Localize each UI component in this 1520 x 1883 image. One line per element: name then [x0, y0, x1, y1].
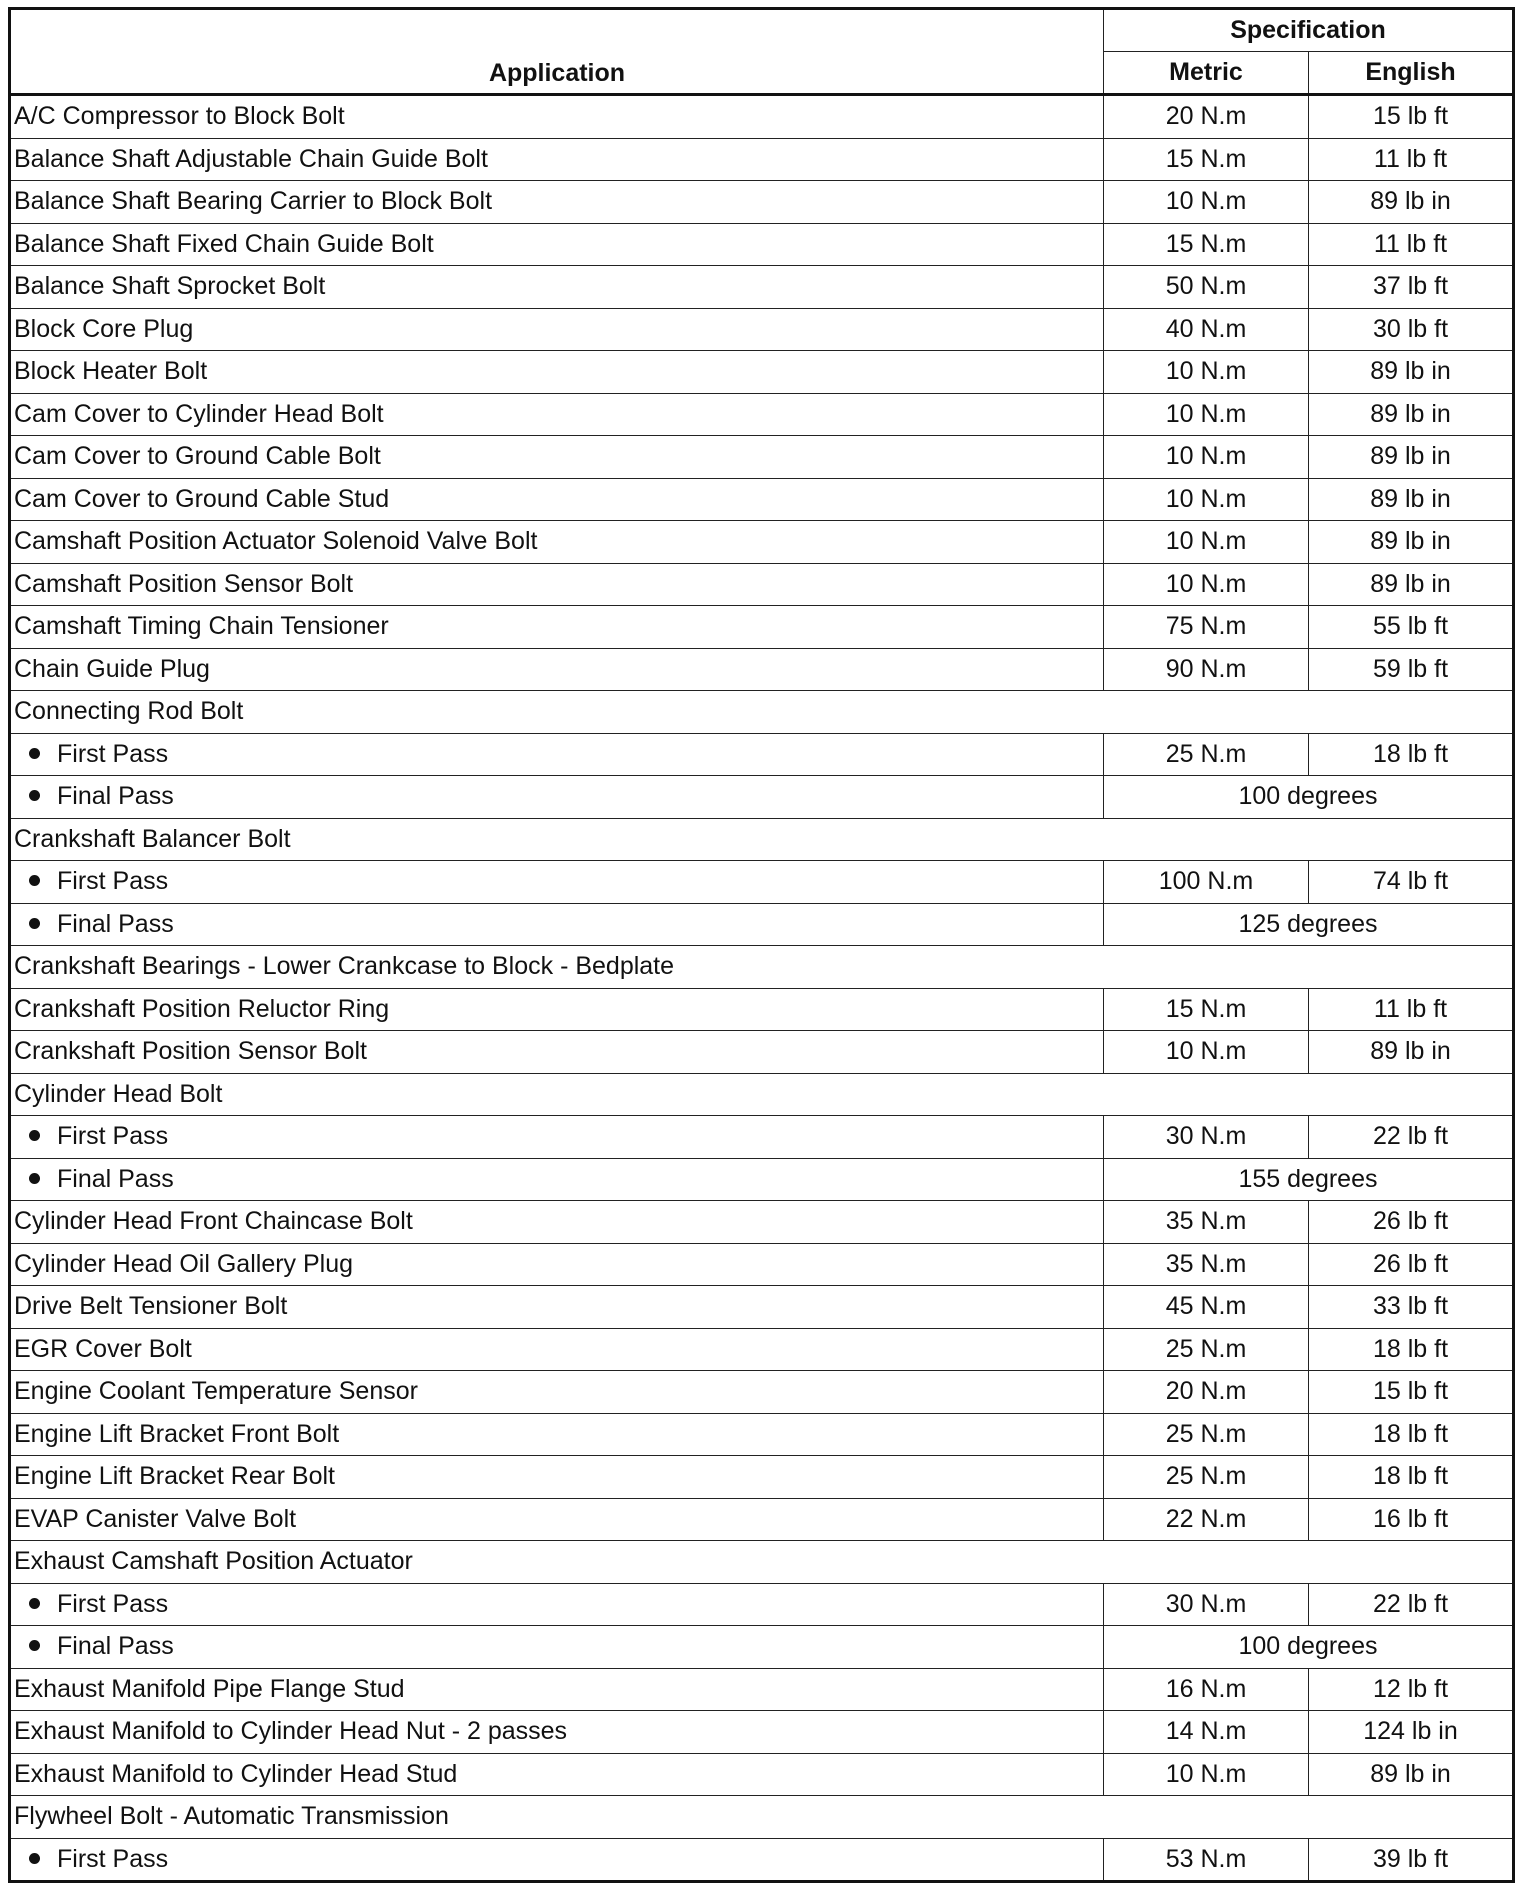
table-row — [10, 1668, 1514, 1711]
application-label: First Pass — [57, 739, 169, 768]
table-row — [10, 1371, 1514, 1414]
bullet-icon — [29, 1130, 40, 1141]
english-value-cell: 16 lb ft — [1309, 1498, 1514, 1541]
application-label: Engine Lift Bracket Rear Bolt — [14, 1462, 335, 1491]
application-label: Cylinder Head Bolt — [14, 1079, 223, 1108]
table-row — [10, 1541, 1514, 1584]
application-label: First Pass — [57, 1844, 169, 1873]
application-cell — [10, 478, 1104, 521]
table-row — [10, 436, 1514, 479]
application-label: Camshaft Position Actuator Solenoid Valve Bolt — [14, 527, 538, 556]
metric-value-cell: 90 N.m — [1104, 648, 1309, 691]
english-column-header: English — [1309, 52, 1514, 95]
table-row — [10, 95, 1514, 139]
application-cell — [10, 1498, 1104, 1541]
application-label: EVAP Canister Valve Bolt — [14, 1504, 297, 1533]
application-cell — [10, 1243, 1104, 1286]
metric-value-cell: 10 N.m — [1104, 478, 1309, 521]
application-label: Crankshaft Position Sensor Bolt — [14, 1037, 367, 1066]
table-row — [10, 946, 1514, 989]
application-cell — [10, 1583, 1104, 1626]
application-cell — [10, 691, 1514, 734]
bullet-icon — [29, 1173, 40, 1184]
application-cell — [10, 1158, 1104, 1201]
english-value-cell: 89 lb in — [1309, 1753, 1514, 1796]
application-cell — [10, 733, 1104, 776]
application-cell — [10, 393, 1104, 436]
application-label: Chain Guide Plug — [14, 654, 210, 683]
english-value-cell: 39 lb ft — [1309, 1838, 1514, 1882]
table-row — [10, 308, 1514, 351]
fastener-spec-table — [8, 7, 1515, 1883]
bullet-icon — [29, 1853, 40, 1864]
english-value-cell: 26 lb ft — [1309, 1243, 1514, 1286]
metric-value-cell: 10 N.m — [1104, 181, 1309, 224]
table-row — [10, 606, 1514, 649]
metric-value-cell: 10 N.m — [1104, 436, 1309, 479]
metric-value-cell: 10 N.m — [1104, 1031, 1309, 1074]
application-cell — [10, 1201, 1104, 1244]
application-cell — [10, 776, 1104, 819]
metric-value-cell: 15 N.m — [1104, 223, 1309, 266]
table-row — [10, 691, 1514, 734]
application-cell — [10, 266, 1104, 309]
table-row — [10, 648, 1514, 691]
application-cell — [10, 946, 1514, 989]
application-cell — [10, 988, 1104, 1031]
bullet-icon — [29, 790, 40, 801]
metric-value-cell: 10 N.m — [1104, 393, 1309, 436]
metric-value-cell: 22 N.m — [1104, 1498, 1309, 1541]
application-cell — [10, 648, 1104, 691]
spec-value-cell: 155 degrees — [1104, 1158, 1514, 1201]
application-label: Cam Cover to Cylinder Head Bolt — [14, 399, 384, 428]
table-row — [10, 988, 1514, 1031]
application-label: Exhaust Manifold Pipe Flange Stud — [14, 1674, 405, 1703]
english-value-cell: 22 lb ft — [1309, 1583, 1514, 1626]
application-label: Cylinder Head Front Chaincase Bolt — [14, 1207, 413, 1236]
table-body — [10, 95, 1514, 1882]
application-label: Crankshaft Bearings - Lower Crankcase to Block - Bedplate — [14, 952, 675, 981]
metric-value-cell: 15 N.m — [1104, 988, 1309, 1031]
table-row — [10, 1413, 1514, 1456]
application-cell — [10, 521, 1104, 564]
application-label: Block Core Plug — [14, 314, 194, 343]
application-label: A/C Compressor to Block Bolt — [14, 102, 345, 131]
application-label: Engine Lift Bracket Front Bolt — [14, 1419, 340, 1448]
metric-value-cell: 20 N.m — [1104, 1371, 1309, 1414]
metric-value-cell: 25 N.m — [1104, 1413, 1309, 1456]
english-value-cell: 11 lb ft — [1309, 988, 1514, 1031]
metric-value-cell: 75 N.m — [1104, 606, 1309, 649]
spec-value-cell: 100 degrees — [1104, 776, 1514, 819]
application-label: Cam Cover to Ground Cable Bolt — [14, 442, 381, 471]
table-row — [10, 1626, 1514, 1669]
application-label: Crankshaft Position Reluctor Ring — [14, 994, 390, 1023]
application-label: Cylinder Head Oil Gallery Plug — [14, 1249, 354, 1278]
bullet-icon — [29, 918, 40, 929]
application-label: Crankshaft Balancer Bolt — [14, 824, 291, 853]
application-label: Balance Shaft Fixed Chain Guide Bolt — [14, 229, 434, 258]
table-row — [10, 1158, 1514, 1201]
application-cell — [10, 1286, 1104, 1329]
application-label: Block Heater Bolt — [14, 357, 208, 386]
metric-value-cell: 50 N.m — [1104, 266, 1309, 309]
application-cell — [10, 1073, 1514, 1116]
application-label: Exhaust Camshaft Position Actuator — [14, 1547, 413, 1576]
english-value-cell: 89 lb in — [1309, 563, 1514, 606]
application-column-header: Application — [10, 9, 1104, 95]
metric-value-cell: 30 N.m — [1104, 1116, 1309, 1159]
table-row — [10, 1116, 1514, 1159]
metric-value-cell: 25 N.m — [1104, 733, 1309, 776]
application-cell — [10, 308, 1104, 351]
english-value-cell: 33 lb ft — [1309, 1286, 1514, 1329]
table-row — [10, 1711, 1514, 1754]
table-row — [10, 1796, 1514, 1839]
table-row — [10, 223, 1514, 266]
table-row — [10, 1753, 1514, 1796]
english-value-cell: 18 lb ft — [1309, 1413, 1514, 1456]
metric-value-cell: 25 N.m — [1104, 1456, 1309, 1499]
table-row — [10, 1498, 1514, 1541]
table-row — [10, 1456, 1514, 1499]
application-cell — [10, 1668, 1104, 1711]
metric-value-cell: 35 N.m — [1104, 1201, 1309, 1244]
application-cell — [10, 1456, 1104, 1499]
application-label: Final Pass — [57, 782, 174, 811]
metric-value-cell: 10 N.m — [1104, 1753, 1309, 1796]
application-label: Camshaft Timing Chain Tensioner — [14, 612, 389, 641]
metric-value-cell: 40 N.m — [1104, 308, 1309, 351]
application-cell — [10, 606, 1104, 649]
metric-value-cell: 25 N.m — [1104, 1328, 1309, 1371]
english-value-cell: 18 lb ft — [1309, 1328, 1514, 1371]
application-cell — [10, 1711, 1104, 1754]
application-label: First Pass — [57, 1589, 169, 1618]
english-value-cell: 89 lb in — [1309, 478, 1514, 521]
spec-value-cell: 125 degrees — [1104, 903, 1514, 946]
bullet-icon — [29, 748, 40, 759]
english-value-cell: 15 lb ft — [1309, 95, 1514, 139]
application-cell — [10, 351, 1104, 394]
application-cell — [10, 436, 1104, 479]
table-header — [10, 9, 1514, 95]
application-cell — [10, 1541, 1514, 1584]
english-value-cell: 59 lb ft — [1309, 648, 1514, 691]
metric-value-cell: 45 N.m — [1104, 1286, 1309, 1329]
english-value-cell: 12 lb ft — [1309, 1668, 1514, 1711]
table-row — [10, 1201, 1514, 1244]
table-row — [10, 1838, 1514, 1882]
table-row — [10, 818, 1514, 861]
application-label: Drive Belt Tensioner Bolt — [14, 1292, 288, 1321]
english-value-cell: 15 lb ft — [1309, 1371, 1514, 1414]
application-cell — [10, 1626, 1104, 1669]
application-label: Balance Shaft Adjustable Chain Guide Bolt — [14, 144, 488, 173]
application-cell — [10, 818, 1514, 861]
application-cell — [10, 95, 1104, 139]
bullet-icon — [29, 1598, 40, 1609]
application-cell — [10, 1328, 1104, 1371]
metric-value-cell: 20 N.m — [1104, 95, 1309, 139]
english-value-cell: 89 lb in — [1309, 521, 1514, 564]
metric-value-cell: 10 N.m — [1104, 521, 1309, 564]
application-cell — [10, 223, 1104, 266]
table-row — [10, 1073, 1514, 1116]
application-label: Camshaft Position Sensor Bolt — [14, 569, 354, 598]
application-cell — [10, 1371, 1104, 1414]
table-row — [10, 733, 1514, 776]
english-value-cell: 89 lb in — [1309, 1031, 1514, 1074]
english-value-cell: 30 lb ft — [1309, 308, 1514, 351]
metric-value-cell: 14 N.m — [1104, 1711, 1309, 1754]
bullet-icon — [29, 1640, 40, 1651]
english-value-cell: 18 lb ft — [1309, 1456, 1514, 1499]
english-value-cell: 26 lb ft — [1309, 1201, 1514, 1244]
application-label: Final Pass — [57, 1632, 174, 1661]
application-cell — [10, 1796, 1514, 1839]
table-row — [10, 1031, 1514, 1074]
table-row — [10, 776, 1514, 819]
metric-value-cell: 16 N.m — [1104, 1668, 1309, 1711]
english-value-cell: 55 lb ft — [1309, 606, 1514, 649]
application-label: Engine Coolant Temperature Sensor — [14, 1377, 418, 1406]
specification-column-header: Specification — [1104, 9, 1514, 52]
metric-value-cell: 53 N.m — [1104, 1838, 1309, 1882]
application-label: Balance Shaft Bearing Carrier to Block Bolt — [14, 187, 493, 216]
english-value-cell: 89 lb in — [1309, 351, 1514, 394]
application-cell — [10, 181, 1104, 224]
application-label: Cam Cover to Ground Cable Stud — [14, 484, 390, 513]
metric-column-header: Metric — [1104, 52, 1309, 95]
table-row — [10, 1328, 1514, 1371]
english-value-cell: 11 lb ft — [1309, 223, 1514, 266]
application-cell — [10, 1116, 1104, 1159]
metric-value-cell: 100 N.m — [1104, 861, 1309, 904]
application-label: Exhaust Manifold to Cylinder Head Stud — [14, 1759, 458, 1788]
table-row — [10, 1243, 1514, 1286]
english-value-cell: 37 lb ft — [1309, 266, 1514, 309]
metric-value-cell: 30 N.m — [1104, 1583, 1309, 1626]
application-label: Flywheel Bolt - Automatic Transmission — [14, 1802, 449, 1831]
table-row — [10, 138, 1514, 181]
table-row — [10, 563, 1514, 606]
application-label: EGR Cover Bolt — [14, 1334, 192, 1363]
metric-value-cell: 35 N.m — [1104, 1243, 1309, 1286]
table-row — [10, 266, 1514, 309]
application-label: Exhaust Manifold to Cylinder Head Nut - 2 passes — [14, 1717, 568, 1746]
application-label: Connecting Rod Bolt — [14, 697, 244, 726]
application-label: Balance Shaft Sprocket Bolt — [14, 272, 326, 301]
spec-value-cell: 100 degrees — [1104, 1626, 1514, 1669]
table-row — [10, 861, 1514, 904]
table-row — [10, 351, 1514, 394]
bullet-icon — [29, 875, 40, 886]
table-row — [10, 478, 1514, 521]
english-value-cell: 74 lb ft — [1309, 861, 1514, 904]
table-row — [10, 903, 1514, 946]
table-row — [10, 1583, 1514, 1626]
english-value-cell: 89 lb in — [1309, 436, 1514, 479]
application-cell — [10, 1413, 1104, 1456]
english-value-cell: 89 lb in — [1309, 181, 1514, 224]
metric-value-cell: 10 N.m — [1104, 351, 1309, 394]
table-row — [10, 181, 1514, 224]
english-value-cell: 11 lb ft — [1309, 138, 1514, 181]
english-value-cell: 18 lb ft — [1309, 733, 1514, 776]
application-cell — [10, 138, 1104, 181]
table-row — [10, 521, 1514, 564]
metric-value-cell: 10 N.m — [1104, 563, 1309, 606]
english-value-cell: 22 lb ft — [1309, 1116, 1514, 1159]
application-cell — [10, 1838, 1104, 1882]
table-row — [10, 1286, 1514, 1329]
application-label: Final Pass — [57, 1164, 174, 1193]
application-cell — [10, 1031, 1104, 1074]
application-cell — [10, 1753, 1104, 1796]
application-cell — [10, 861, 1104, 904]
table-row — [10, 393, 1514, 436]
application-cell — [10, 563, 1104, 606]
application-cell — [10, 903, 1104, 946]
english-value-cell: 89 lb in — [1309, 393, 1514, 436]
english-value-cell: 124 lb in — [1309, 1711, 1514, 1754]
application-label: First Pass — [57, 867, 169, 896]
application-label: First Pass — [57, 1122, 169, 1151]
metric-value-cell: 15 N.m — [1104, 138, 1309, 181]
application-label: Final Pass — [57, 909, 174, 938]
